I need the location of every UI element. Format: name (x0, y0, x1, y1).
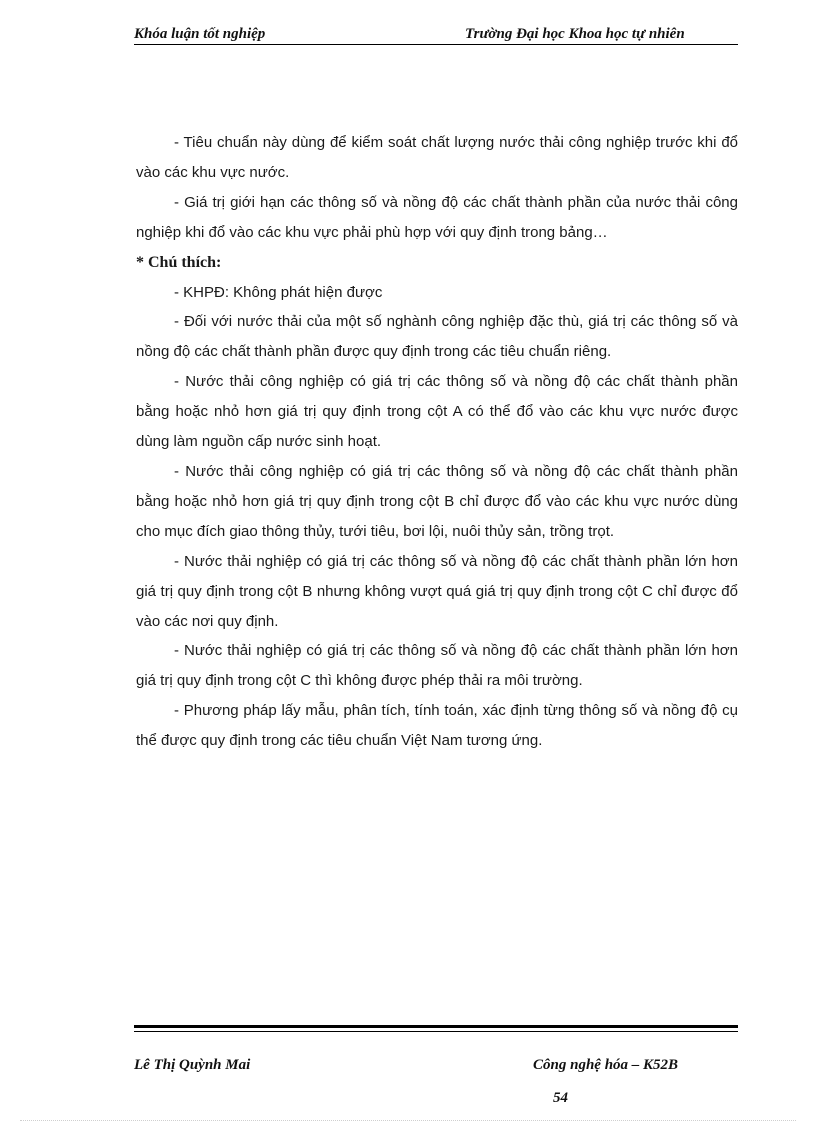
paragraph-5: - Nước thải công nghiệp có giá trị các thông số và nồng độ các chất thành phần bằng hoặc nhỏ hơn giá trị quy định trong cột A có thể đổ vào các khu vực nước được dùng làm nguồn cấp nước sinh hoạt. (136, 373, 738, 451)
page-bottom-border (20, 1120, 796, 1121)
paragraph-7: - Nước thải nghiệp có giá trị các thông số và nồng độ các chất thành phần lớn hơn giá trị quy định trong cột B nhưng không vượt quá giá trị quy định trong cột C chỉ được đổ vào các nơi quy định. (136, 552, 738, 630)
paragraph-6: - Nước thải công nghiệp có giá trị các thông số và nồng độ các chất thành phần bằng hoặc nhỏ hơn giá trị quy định trong cột B chỉ được đổ vào các khu vực nước dùng cho mục đích giao thông thủy, tưới tiêu, bơi lội, nuôi thủy sản, trồng trọt. (136, 462, 738, 540)
footer-author: Lê Thị Quỳnh Mai (134, 1057, 251, 1073)
page-number: 54 (553, 1090, 568, 1106)
paragraph-3: - KHPĐ: Không phát hiện được (174, 283, 383, 301)
paragraph-2: - Giá trị giới hạn các thông số và nồng độ các chất thành phần của nước thải công nghiệp khi đổ vào các khu vực phải phù hợp với quy định trong bảng… (136, 193, 738, 241)
paragraph-9: - Phương pháp lấy mẫu, phân tích, tính toán, xác định từng thông số và nồng độ cụ thể được quy định trong các tiêu chuẩn Việt Nam tương ứng. (136, 702, 738, 750)
footer-program: Công nghệ hóa – K52B (533, 1057, 679, 1073)
note-heading: * Chú thích: (136, 253, 222, 271)
paragraph-8: - Nước thải nghiệp có giá trị các thông số và nồng độ các chất thành phần lớn hơn giá trị quy định trong cột C thì không được phép thải ra môi trường. (136, 642, 738, 690)
header-right-title: Trường Đại học Khoa học tự nhiên (465, 26, 685, 42)
footer-divider-thick (134, 1025, 738, 1028)
paragraph-1: - Tiêu chuẩn này dùng để kiểm soát chất lượng nước thải công nghiệp trước khi đổ vào các khu vực nước. (136, 134, 738, 181)
header-left-title: Khóa luận tốt nghiệp (134, 26, 266, 42)
document-body (136, 128, 738, 756)
header-divider (134, 44, 738, 45)
footer-divider-thin (134, 1031, 738, 1032)
paragraph-4: - Đối với nước thải của một số nghành công nghiệp đặc thù, giá trị các thông số và nồng độ các chất thành phần được quy định trong các tiêu chuẩn riêng. (136, 313, 738, 361)
